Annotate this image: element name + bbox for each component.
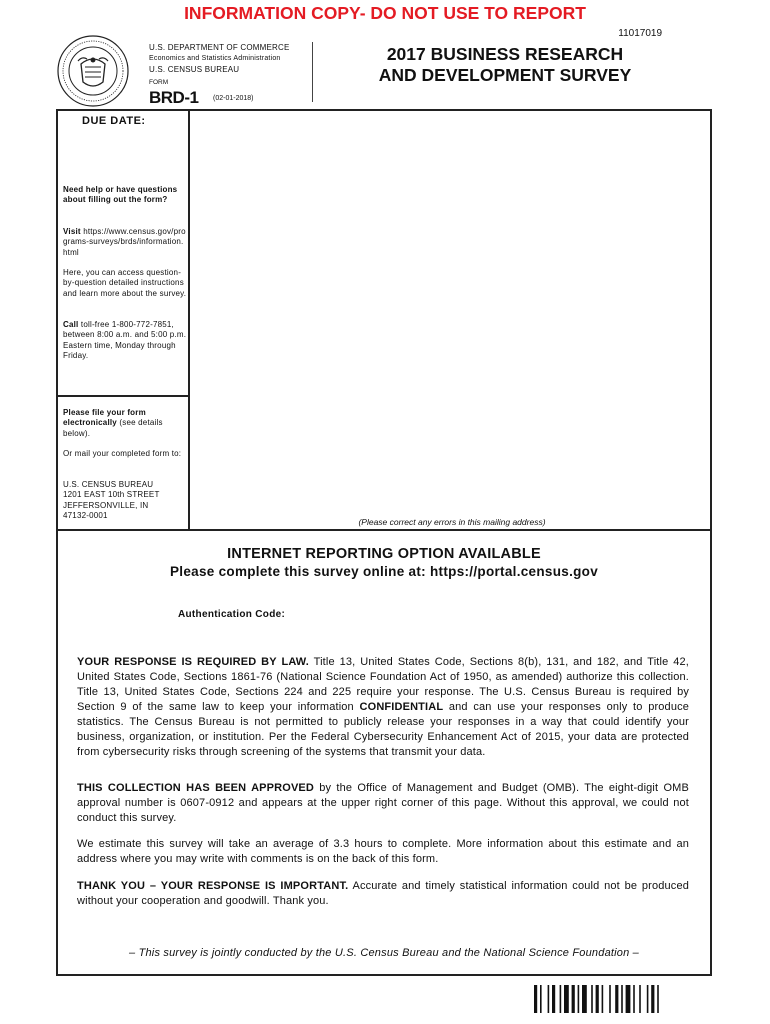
thanks-paragraph — [77, 879, 689, 909]
estimate-paragraph: We estimate this survey will take an average of 3.3 hours to complete. More information about this estimate and an address where you may write with comments is on the back of this form. — [77, 838, 689, 865]
barcode-bar — [548, 985, 550, 1013]
department-name: U.S. DEPARTMENT OF COMMERCE — [149, 43, 290, 52]
form-label: FORM — [149, 79, 169, 86]
barcode-bar — [564, 985, 569, 1013]
visit-label: Visit — [63, 227, 81, 236]
bureau-name: U.S. CENSUS BUREAU — [149, 65, 240, 74]
joint-statement: – This survey is jointly conducted by the U.S. Census Bureau and the National Science Foundation – — [129, 947, 639, 959]
visit-url-link[interactable]: https://www.census.gov/programs-surveys/brds/information.html — [63, 227, 186, 257]
call-text: toll-free 1-800-772-7851, between 8:00 a.m. and 5:00 p.m. Eastern time, Monday through Friday. — [63, 320, 187, 361]
administration-name: Economics and Statistics Administration — [149, 55, 281, 62]
help-heading: Need help or have questions about filling out the form? — [63, 185, 178, 205]
barcode-bar — [591, 985, 593, 1013]
internet-reporting-subheading: Please complete this survey online at: https://portal.census.gov — [169, 564, 599, 579]
form-date: (02-01-2018) — [213, 95, 254, 102]
address-line: 47132-0001 — [63, 511, 108, 521]
authentication-code-label: Authentication Code: — [178, 609, 286, 620]
thanks-lead: THANK YOU – YOUR RESPONSE IS IMPORTANT. — [77, 880, 349, 892]
survey-title — [316, 44, 694, 86]
barcode-bar — [596, 985, 599, 1013]
survey-title-line2: AND DEVELOPMENT SURVEY — [378, 65, 632, 85]
information-copy-banner: INFORMATION COPY- DO NOT USE TO REPORT — [184, 3, 586, 23]
barcode-bar — [639, 985, 641, 1013]
law-text-cont: and can use your responses only to produce statistics. The Census Bureau is not permitted to publicly release your responses in a way that could identify your business, organization, or institution. Per the Federal Cybersecurity Enhancement Act of 2015, your data are protected from cybersecurity risks through screening of the systems that transmit your data. — [77, 701, 689, 758]
thanks-text: Accurate and timely statistical information could not be produced without your cooperation and goodwill. Thank you. — [77, 880, 689, 907]
sidebar-divider — [56, 395, 190, 397]
barcode-bar — [626, 985, 631, 1013]
barcode-bar — [552, 985, 555, 1013]
address-line: JEFFERSONVILLE, IN — [63, 500, 149, 510]
due-date-label: DUE DATE: — [82, 115, 146, 127]
help-text: Here, you can access question-by-question detailed instructions and learn more about the survey. — [63, 268, 187, 298]
barcode-bar — [609, 985, 611, 1013]
law-lead: YOUR RESPONSE IS REQUIRED BY LAW. — [77, 656, 309, 668]
call-info — [63, 320, 187, 362]
address-line: 1201 EAST 10th STREET — [63, 490, 160, 500]
barcode-bar — [602, 985, 604, 1013]
barcode-bar — [633, 985, 635, 1013]
barcode-bar — [657, 985, 659, 1013]
address-line: U.S. CENSUS BUREAU — [63, 480, 154, 489]
barcode-bar — [578, 985, 580, 1013]
barcode-bar — [540, 985, 542, 1013]
internet-reporting-heading: INTERNET REPORTING OPTION AVAILABLE — [227, 546, 541, 562]
barcode-bar — [621, 985, 623, 1013]
document-number: 11017019 — [618, 28, 662, 39]
visit-info — [63, 227, 187, 258]
confidential-word: CONFIDENTIAL — [359, 701, 444, 713]
file-heading: Please file your form electronically — [63, 408, 146, 428]
barcode-bar — [534, 985, 537, 1013]
form-code: BRD-1 — [149, 88, 199, 107]
law-paragraph — [77, 655, 689, 760]
agency-block — [149, 42, 290, 75]
approval-paragraph — [77, 781, 689, 826]
law-text: Title 13, United States Code, Sections 8(b), 131, and 182, and Title 42, United States Code, Sections 1861-76 (National Science Foundation Act of 1950, as amended) authorize this collection. Title 13, United States Code, Sections 224 and 225 require your response. The U.S. Census Bureau is required by Section 9 of the same law to keep your information — [77, 656, 689, 713]
approved-lead: THIS COLLECTION HAS BEEN APPROVED — [77, 782, 315, 794]
mailing-correction-note: (Please correct any errors in this mailing address) — [358, 517, 546, 527]
file-electronically — [63, 408, 187, 439]
barcode-bar — [560, 985, 562, 1013]
approved-text: by the Office of Management and Budget (OMB). The eight-digit OMB approval number is 0607-0912 and appears at the upper right corner of this page. Without this approval, we could not conduct this survey. — [77, 782, 689, 824]
barcode-bar — [572, 985, 575, 1013]
mail-text: Or mail your completed form to: — [63, 449, 182, 458]
commerce-seal-icon — [56, 34, 130, 108]
barcode-bar — [647, 985, 649, 1013]
barcode-icon — [534, 985, 712, 1013]
barcode-bar — [615, 985, 618, 1013]
call-label: Call — [63, 320, 79, 329]
survey-title-line1: 2017 BUSINESS RESEARCH — [386, 44, 624, 64]
header-divider — [312, 42, 313, 102]
file-note: (see details below). — [63, 418, 163, 438]
barcode-bar — [651, 985, 654, 1013]
barcode-bar — [582, 985, 587, 1013]
mail-address — [63, 480, 187, 522]
